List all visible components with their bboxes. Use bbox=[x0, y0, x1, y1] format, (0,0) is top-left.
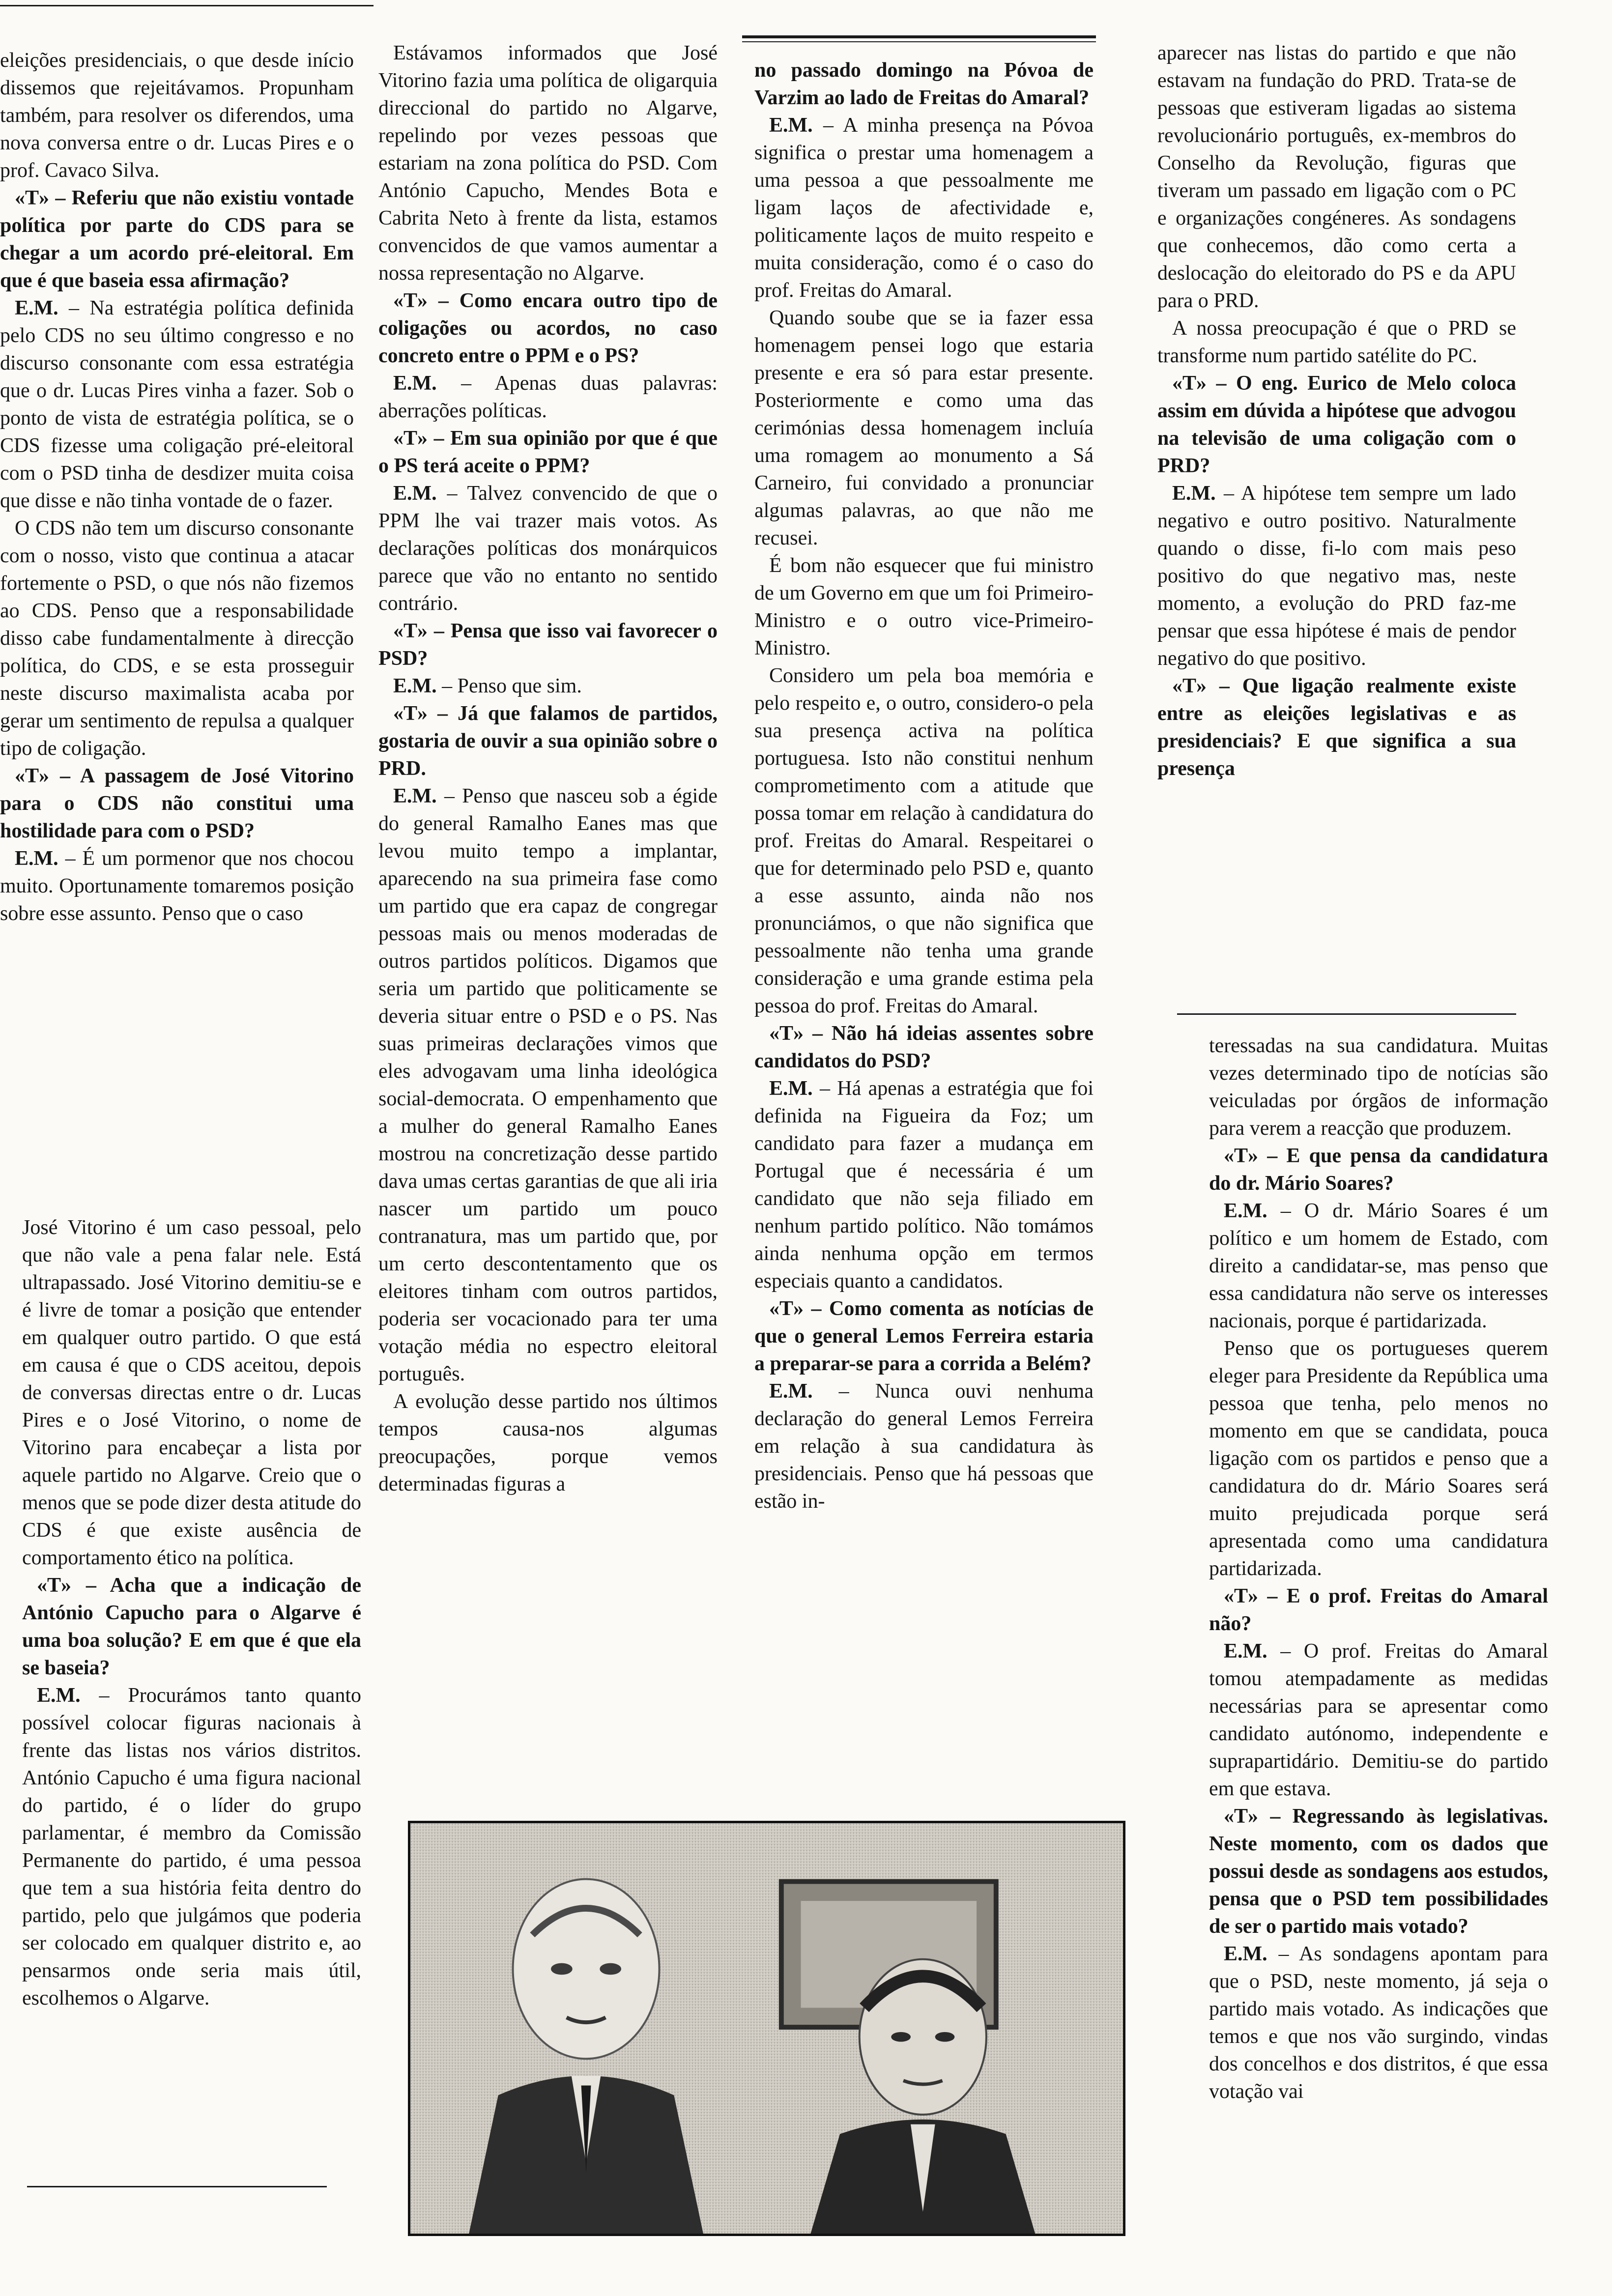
paragraph-text: no passado domingo na Póvoa de Varzim ao lado de Freitas do Amaral? bbox=[754, 59, 1094, 109]
column-4-bottom bbox=[1209, 1032, 1548, 2105]
paragraph-text: Quando soube que se ia fazer essa homenagem pensei logo que estaria presente e era só para estar presente. Posteriormente e como uma das cerimónias dessa homenagem incluía uma romagem ao monumento a Sá Carneiro, fui convidado a pronunciar algumas palavras, ao que não me recusei. bbox=[754, 307, 1094, 549]
paragraph-text: «T» – Como encara outro tipo de coligações ou acordos, no caso concreto entre o PPM e o PS? bbox=[378, 289, 718, 367]
paragraph-text: – A hipótese tem sempre um lado negativo e outro positivo. Naturalmente quando o disse, fi-lo com mais peso positivo do que negativo mas, neste momento, a evolução do PRD faz-me pensar que essa hipótese é mais de pendor negativo do que positivo. bbox=[1157, 482, 1516, 670]
speaker-label: E.M. bbox=[1224, 1943, 1267, 1965]
interview-question bbox=[1209, 1142, 1548, 1197]
paragraph-text: – Procurámos tanto quanto possível colocar figuras nacionais à frente das listas nos vários distritos. António Capucho é uma figura nacional do partido, é o líder do grupo parlamentar, é membro da Comissão Permanente do partido, é uma pessoa que tem a sua história feita dentro do partido, pelo que julgámos que poderia ser colocado em qualquer distrito e, ao pensarmos onde seria mais útil, escolhemos o Algarve. bbox=[22, 1684, 361, 2009]
paragraph-text: – Apenas duas palavras: aberrações políticas. bbox=[378, 372, 718, 422]
paragraph-text: – A minha presença na Póvoa significa o prestar uma homenagem a uma pessoa a que pessoalmente me ligam laços de afectividade e, politicamente laços de muito respeito e muita consideração, como é o caso do prof. Freitas do Amaral. bbox=[754, 114, 1094, 302]
interview-paragraph bbox=[1157, 480, 1516, 672]
interview-paragraph bbox=[0, 47, 354, 184]
interview-paragraph bbox=[1209, 1197, 1548, 1335]
paragraph-text: A nossa preocupação é que o PRD se transforme num partido satélite do PC. bbox=[1157, 317, 1516, 367]
interview-paragraph bbox=[22, 1214, 361, 1572]
interview-question bbox=[1157, 370, 1516, 480]
paragraph-text: – Nunca ouvi nenhuma declaração do general Lemos Ferreira em relação à sua candidatura às presidenciais. Penso que há pessoas que estão in- bbox=[754, 1380, 1094, 1513]
interview-question bbox=[1209, 1582, 1548, 1637]
column-1-end-rule bbox=[27, 2186, 327, 2187]
interview-question bbox=[378, 617, 718, 672]
interview-paragraph bbox=[1209, 1032, 1548, 1142]
paragraph-text: «T» – Como comenta as notícias de que o general Lemos Ferreira estaria a preparar-se para a corrida a Belém? bbox=[754, 1297, 1094, 1375]
interview-question bbox=[1157, 672, 1516, 782]
speaker-label: E.M. bbox=[15, 297, 58, 319]
speaker-label: E.M. bbox=[769, 1077, 813, 1100]
paragraph-text: É bom não esquecer que fui ministro de um Governo em que um foi Primeiro-Ministro e o outro vice-Primeiro-Ministro. bbox=[754, 554, 1094, 660]
interview-paragraph bbox=[1209, 1335, 1548, 1582]
interview-paragraph bbox=[22, 1682, 361, 2012]
column-1-top bbox=[0, 47, 354, 927]
interview-paragraph bbox=[754, 112, 1094, 304]
speaker-label: E.M. bbox=[393, 482, 437, 505]
paragraph-text: – Na estratégia política definida pelo CDS no seu último congresso e no discurso consonante com essa estratégia que o dr. Lucas Pires vinha a fazer. Sob o ponto de vista de estratégia política, se o CDS fizesse uma coligação pré-eleitoral com o PSD tinha de desdizer muita coisa que disse e não tinha vontade de o fazer. bbox=[0, 297, 354, 512]
paragraph-text: «T» – Já que falamos de partidos, gostaria de ouvir a sua opinião sobre o PRD. bbox=[378, 702, 718, 780]
column-3 bbox=[754, 57, 1094, 1515]
paragraph-text: «T» – O eng. Eurico de Melo coloca assim em dúvida a hipótese que advogou na televisão de uma coligação com o PRD? bbox=[1157, 372, 1516, 477]
paragraph-text: – Penso que nasceu sob a égide do general Ramalho Eanes mas que levou muito tempo a implantar, aparecendo na sua primeira fase como um partido que era capaz de congregar pessoas mais ou menos moderadas de outros partidos políticos. Digamos que seria um partido que politicamente se deveria situar entre o PSD e o PS. Nas suas primeiras declarações vimos que eles advogavam uma linha ideológica social-democrata. O empenhamento que a mulher do general Ramalho Eanes mostrou na concretização desse partido dava umas certas garantias de que ali iria nascer um partido um pouco contranatura, mas um partido que, por um certo descontentamento que os eleitores tinham com outros partidos, poderia ser vocacionado para ter uma votação média no espectro eleitoral português. bbox=[378, 785, 718, 1385]
interview-paragraph bbox=[378, 1388, 718, 1498]
interview-paragraph bbox=[1157, 315, 1516, 370]
paragraph-text: «T» – Acha que a indicação de António Capucho para o Algarve é uma boa solução? E em que é que ela se baseia? bbox=[22, 1574, 361, 1679]
interview-question bbox=[754, 1020, 1094, 1075]
paragraph-text: Penso que os portugueses querem eleger para Presidente da República uma pessoa que tenha, pelo menos no momento em que se candidata, pouca ligação com os partidos e penso que a candidatura do dr. Mário Soares será muito prejudicada porque será apresentada como uma candidatura partidarizada. bbox=[1209, 1337, 1548, 1580]
paragraph-text: Estávamos informados que José Vitorino fazia uma política de oligarquia direccional do partido no Algarve, repelindo por vezes pessoas que estariam na zona política do PSD. Com António Capucho, Mendes Bota e Cabrita Neto à frente da lista, estamos convencidos de que vamos aumentar a nossa representação no Algarve. bbox=[378, 42, 718, 285]
interview-paragraph bbox=[0, 294, 354, 515]
interview-paragraph bbox=[754, 552, 1094, 662]
interview-question bbox=[0, 762, 354, 845]
interview-paragraph bbox=[378, 370, 718, 425]
interview-paragraph bbox=[0, 845, 354, 927]
news-photo bbox=[408, 1821, 1125, 2236]
interview-paragraph bbox=[378, 672, 718, 700]
speaker-label: E.M. bbox=[1172, 482, 1216, 505]
interview-question bbox=[1209, 1803, 1548, 1940]
paragraph-text: – Há apenas a estratégia que foi definida na Figueira da Foz; um candidato para fazer a mudança em Portugal que é necessária é um candidato que não seja filiado em nenhum partido político. Não tomámos ainda nenhuma opção em termos especiais quanto a candidatos. bbox=[754, 1077, 1094, 1292]
paragraph-text: – Penso que sim. bbox=[436, 675, 582, 697]
column-4-top bbox=[1157, 39, 1516, 782]
paragraph-text: – É um pormenor que nos chocou muito. Oportunamente tomaremos posição sobre esse assunto. Penso que o caso bbox=[0, 847, 354, 925]
paragraph-text: «T» – Pensa que isso vai favorecer o PSD? bbox=[378, 620, 718, 670]
interview-paragraph bbox=[378, 480, 718, 617]
speaker-label: E.M. bbox=[15, 847, 58, 870]
interview-question bbox=[378, 700, 718, 782]
header-rule-left bbox=[0, 5, 374, 6]
paragraph-text: «T» – E que pensa da candidatura do dr. Mário Soares? bbox=[1209, 1145, 1548, 1195]
speaker-label: E.M. bbox=[37, 1684, 81, 1707]
interview-paragraph bbox=[378, 782, 718, 1388]
paragraph-text: – As sondagens apontam para que o PSD, neste momento, já seja o partido mais votado. As indicações que temos e que nos vão surgindo, vindas dos concelhos e dos distritos, é que essa votação vai bbox=[1209, 1943, 1548, 2103]
header-rule-col3 bbox=[742, 35, 1096, 38]
paragraph-text: «T» – Referiu que não existiu vontade política por parte do CDS para se chegar a um acordo pré-eleitoral. Em que é que baseia essa afirmação? bbox=[0, 187, 354, 292]
paragraph-text: «T» – Não há ideias assentes sobre candidatos do PSD? bbox=[754, 1022, 1094, 1072]
speaker-label: E.M. bbox=[393, 372, 437, 395]
interview-paragraph bbox=[754, 1075, 1094, 1295]
interview-question bbox=[754, 1295, 1094, 1378]
header-rule-col3-thin bbox=[742, 41, 1096, 42]
column-2 bbox=[378, 39, 718, 1498]
interview-question bbox=[754, 57, 1094, 112]
paragraph-text: «T» – A passagem de José Vitorino para o CDS não constitui uma hostilidade para com o PSD? bbox=[0, 765, 354, 842]
interview-paragraph bbox=[378, 39, 718, 287]
interview-paragraph bbox=[754, 304, 1094, 552]
paragraph-text: «T» – Regressando às legislativas. Neste momento, com os dados que possui desde as sondagens aos estudos, pensa que o PSD tem possibilidades de ser o partido mais votado? bbox=[1209, 1805, 1548, 1938]
paragraph-text: «T» – E o prof. Freitas do Amaral não? bbox=[1209, 1585, 1548, 1635]
speaker-label: E.M. bbox=[769, 114, 813, 137]
paragraph-text: aparecer nas listas do partido e que não estavam na fundação do PRD. Trata-se de pessoas que estiveram ligadas ao sistema revolucionário português, ex-membros do Conselho da Revolução, figuras que tiveram um passado em ligação com o PC e organizações congéneres. As sondagens que conhecemos, dão como certa a deslocação do eleitorado do PS e da APU para o PRD. bbox=[1157, 42, 1516, 312]
paragraph-text: «T» – Que ligação realmente existe entre as eleições legislativas e as presidenciais? E que significa a sua presença bbox=[1157, 675, 1516, 780]
paragraph-text: teressadas na sua candidatura. Muitas vezes determinado tipo de notícias são veiculadas por órgãos de informação para verem a reacção que produzem. bbox=[1209, 1034, 1548, 1140]
interview-paragraph bbox=[754, 662, 1094, 1020]
photo-two-men-image bbox=[410, 1823, 1123, 2234]
column-4-rule bbox=[1177, 1013, 1516, 1015]
interview-question bbox=[0, 184, 354, 294]
paragraph-text: – O prof. Freitas do Amaral tomou atempadamente as medidas necessárias para se apresentar como candidato autónomo, independente e suprapartidário. Demitiu-se do partido em que estava. bbox=[1209, 1640, 1548, 1800]
interview-question bbox=[22, 1572, 361, 1682]
paragraph-text: Considero um pela boa memória e pelo respeito e, o outro, considero-o pela sua presença activa na política portuguesa. Isto não constitui nenhum comprometimento com a atitude que possa tomar em relação à candidatura do prof. Freitas do Amaral. Respeitarei o que for determinado pelo PSD e, quanto a esse assunto, ainda não nos pronunciámos, o que não significa que pessoalmente não tenha uma grande consideração e uma grande estima pela pessoa do prof. Freitas do Amaral. bbox=[754, 664, 1094, 1017]
column-1-bottom bbox=[22, 1214, 361, 2012]
paragraph-text: – O dr. Mário Soares é um político e um homem de Estado, com direito a candidatar-se, mas penso que essa candidatura não serve os interesses nacionais, porque é partidarizada. bbox=[1209, 1200, 1548, 1332]
paragraph-text: A evolução desse partido nos últimos tempos causa-nos algumas preocupações, porque vemos determinadas figuras a bbox=[378, 1390, 718, 1495]
speaker-label: E.M. bbox=[1224, 1640, 1267, 1663]
paragraph-text: eleições presidenciais, o que desde início dissemos que rejeitávamos. Propunham também, para resolver os diferendos, uma nova conversa entre o dr. Lucas Pires e o prof. Cavaco Silva. bbox=[0, 49, 354, 182]
paragraph-text: – Talvez convencido de que o PPM lhe vai trazer mais votos. As declarações políticas dos monárquicos parece que vão no entanto no sentido contrário. bbox=[378, 482, 718, 615]
interview-question bbox=[378, 287, 718, 370]
interview-question bbox=[378, 425, 718, 480]
interview-paragraph bbox=[754, 1378, 1094, 1515]
speaker-label: E.M. bbox=[769, 1380, 813, 1403]
speaker-label: E.M. bbox=[393, 675, 437, 697]
paragraph-text: O CDS não tem um discurso consonante com o nosso, visto que continua a atacar fortemente o PSD, o que nós não fizemos ao CDS. Penso que a responsabilidade disso cabe fundamentalmente à direcção política, do CDS, e se esta prosseguir neste discurso maximalista acaba por gerar um sentimento de repulsa a qualquer tipo de coligação. bbox=[0, 517, 354, 760]
speaker-label: E.M. bbox=[1224, 1200, 1267, 1222]
speaker-label: E.M. bbox=[393, 785, 437, 807]
interview-paragraph bbox=[1209, 1940, 1548, 2105]
paragraph-text: «T» – Em sua opinião por que é que o PS terá aceite o PPM? bbox=[378, 427, 718, 477]
interview-paragraph bbox=[0, 515, 354, 762]
interview-paragraph bbox=[1157, 39, 1516, 315]
interview-paragraph bbox=[1209, 1637, 1548, 1803]
paragraph-text: José Vitorino é um caso pessoal, pelo que não vale a pena falar nele. Está ultrapassado. José Vitorino demitiu-se e é livre de tomar a posição que entender em qualquer outro partido. O que está em causa é que o CDS aceitou, depois de conversas directas entre o dr. Lucas Pires e o José Vitorino, o nome de Vitorino para encabeçar a lista por aquele partido no Algarve. Creio que o menos que se pode dizer desta atitude do CDS é que existe ausência de comportamento ético na política. bbox=[22, 1216, 361, 1569]
